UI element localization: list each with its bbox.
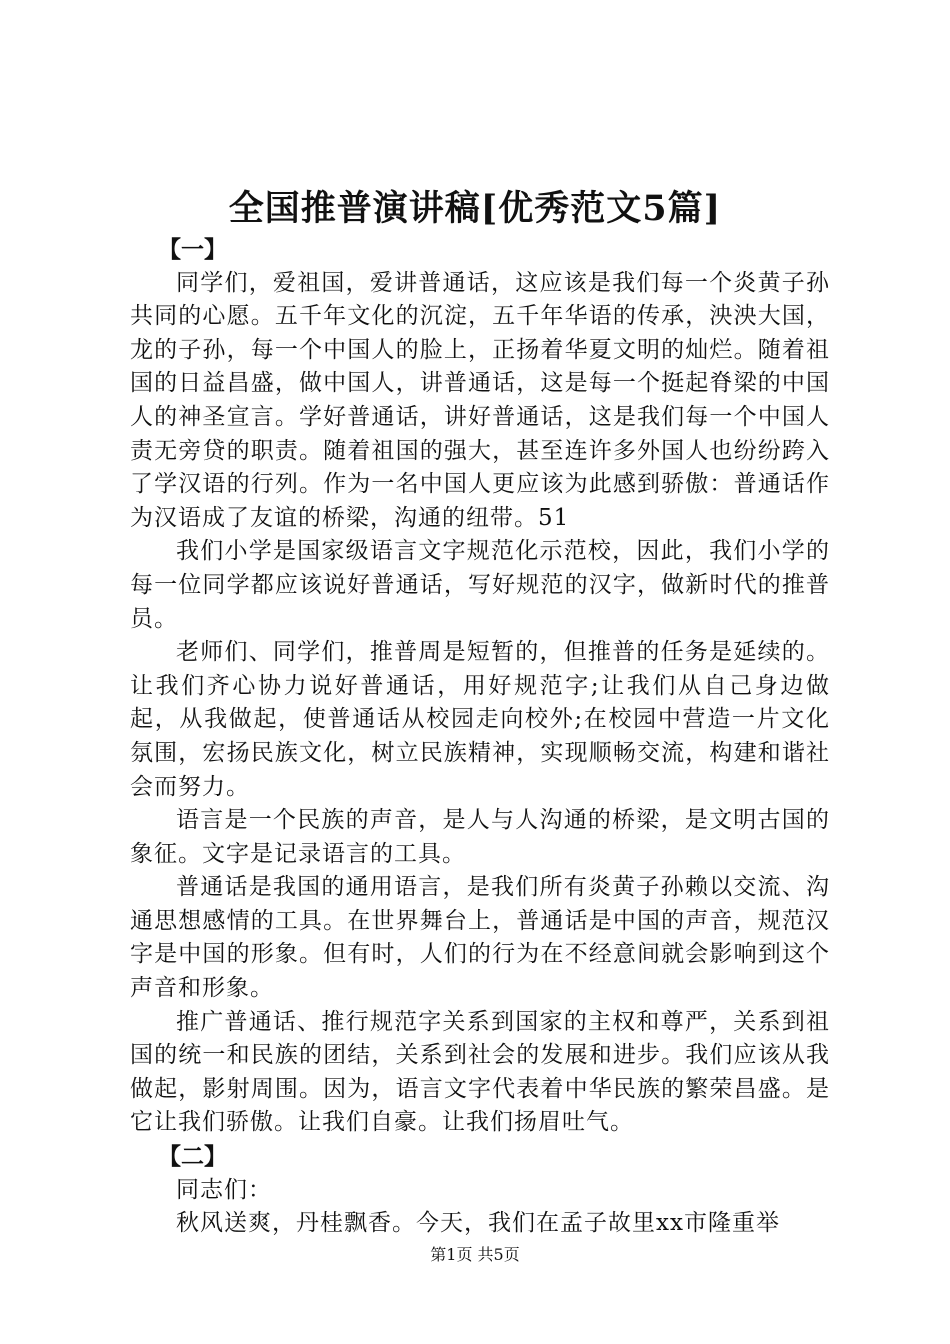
document-body (130, 233, 830, 1241)
document-title: 全国推普演讲稿[优秀范文5篇] (228, 188, 722, 229)
paragraph: 语言是一个民族的声音，是人与人沟通的桥梁，是文明古国的象征。文字是记录语言的工具。 (130, 807, 830, 867)
section-heading-1: 【一】 (158, 236, 227, 263)
paragraph: 推广普通话、推行规范字关系到国家的主权和尊严，关系到祖国的统一和民族的团结，关系到社会的发展和进步。我们应该从我做起，影射周围。因为，语言文字代表着中华民族的繁荣昌盛。是它让我们骄傲。让我们自豪。让我们扬眉吐气。 (130, 1008, 830, 1136)
paragraph: 老师们、同学们，推普周是短暂的，但推普的任务是延续的。让我们齐心协力说好普通话，用好规范字;让我们从自己身边做起，从我做起，使普通话从校园走向校外;在校园中营造一片文化氛围，宏扬民族文化，树立民族精神，实现顺畅交流，构建和谐社会而努力。 (130, 639, 830, 800)
salutation: 同志们： (176, 1176, 272, 1203)
paragraph: 我们小学是国家级语言文字规范化示范校，因此，我们小学的每一位同学都应该说好普通话，写好规范的汉字，做新时代的推普员。 (130, 538, 830, 632)
paragraph: 普通话是我国的通用语言，是我们所有炎黄子孙赖以交流、沟通思想感情的工具。在世界舞台上，普通话是中国的声音，规范汉字是中国的形象。但有时，人们的行为在不经意间就会影响到这个声音和形象。 (130, 874, 830, 1002)
page-footer: 第1页 共5页 (430, 1245, 520, 1264)
section-heading-2: 【二】 (158, 1143, 227, 1171)
paragraph: 秋风送爽，丹桂飘香。今天，我们在孟子故里xx市隆重举 (176, 1210, 780, 1237)
paragraph: 同学们，爱祖国，爱讲普通话，这应该是我们每一个炎黄子孙共同的心愿。五千年文化的沉淀，五千年华语的传承，泱泱大国，龙的子孙，每一个中国人的脸上，正扬着华夏文明的灿烂。随着祖国的日益昌盛，做中国人，讲普通话，这是每一个挺起脊梁的中国人的神圣宣言。学好普通话，讲好普通话，这是我们每一个中国人责无旁贷的职责。随着祖国的强大，甚至连许多外国人也纷纷跨入了学汉语的行列。作为一名中国人更应该为此感到骄傲：普通话作为汉语成了友谊的桥梁，沟通的纽带。51 (130, 269, 830, 531)
